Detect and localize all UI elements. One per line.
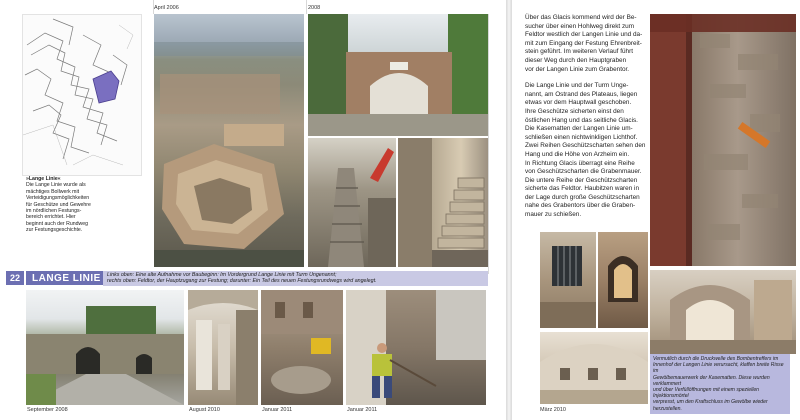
body-line: nannt, am Ostrand des Plateaus, liegen (525, 90, 638, 98)
body-line: Die Lange Linie und der Turm Unge- (525, 82, 629, 90)
gate-photo (308, 14, 488, 136)
body-paragraph (525, 14, 651, 74)
body-line: stein geführt. Im weiteren Verlauf führt (525, 48, 633, 56)
vaulted-room-photo (540, 332, 648, 404)
vaulted-room-drawing (540, 332, 648, 404)
chapter-title: LANGE LINIE (26, 271, 107, 285)
arched-window-drawing (598, 232, 648, 328)
barred-window-drawing (540, 232, 596, 328)
body-line: von Geschützscharten die Grabenmauer. (525, 168, 642, 176)
body-paragraph (525, 82, 651, 220)
fortress-plan-map (22, 14, 142, 176)
wall-arches-photo (26, 290, 184, 405)
body-line: nahe des Grabentors über die Graben- (525, 202, 636, 210)
aerial-photo (154, 14, 304, 267)
chapter-heading (6, 271, 107, 285)
arched-window-photo (598, 232, 648, 328)
date-label: Januar 2011 (262, 407, 293, 413)
date-label: März 2010 (540, 407, 566, 413)
construction-steps-drawing (308, 138, 396, 267)
construction-steps-photo (308, 138, 396, 267)
gate-drawing (308, 14, 488, 136)
sidenote-line: Die Lange Linie wurde als (26, 182, 86, 189)
sidenote-line: Verteidigungsmöglichkeiten (26, 195, 90, 202)
casemate-interior-photo (188, 290, 258, 405)
sidenote-line: im nördlichen Festungs- (26, 208, 82, 215)
sidenote-line: zur Festungsgeschichte. (26, 227, 83, 234)
worker-drawing (346, 290, 486, 405)
tunnel-drawing (650, 270, 796, 354)
photo-caption-bar (103, 271, 488, 286)
body-line: Die untere Reihe der Geschützscharten (525, 176, 638, 184)
body-line: mauer zu schießen. (525, 211, 582, 219)
body-line: sicherte das Feldtor. Haubitzen waren in (525, 185, 640, 193)
lange-linie-highlight (93, 71, 119, 103)
right-page (512, 0, 800, 420)
sidenote-heading: »Lange Linie« (26, 176, 61, 182)
body-line: Zwei Reihen Geschützscharten sehen den (525, 142, 646, 150)
fortress-plan-drawing (23, 15, 141, 175)
sidenote-line: beginnt auch der Rundweg (26, 220, 89, 227)
body-line: Hang und die Höhe von Arzheim ein. (525, 150, 630, 158)
worker-photo (346, 290, 486, 405)
caption-line: Innenhof der Langen Linie verursacht, klaffen breite Risse im (653, 362, 784, 375)
guide-line (306, 0, 307, 14)
caption-line: verpresst, um den Kraftschluss im Gewölbe wieder herzustellen. (653, 399, 768, 412)
sidenote (26, 176, 94, 234)
body-line: mit zum Eingang der Festung Ehrenbreit- (525, 39, 642, 47)
excavation-photo (261, 290, 343, 405)
body-line: sucher über einen Hohlweg direkt zum (525, 22, 635, 30)
stone-wall-sign-drawing (650, 14, 796, 266)
body-line: Feldtor westlich der Langen Linie und da- (525, 31, 643, 39)
caption-line: Gewölbemauerwerk der Kasematten. Diese wurden verklammert (653, 374, 770, 387)
wall-arches-drawing (26, 290, 184, 405)
aerial-fortress-drawing (154, 14, 304, 267)
barred-window-photo (540, 232, 596, 328)
stone-stairs-photo (398, 138, 488, 267)
sidenote-line: für Geschütze und Gewehre (26, 201, 91, 208)
right-photo-caption (650, 354, 790, 414)
body-line: etwas vor dem Hauptwall geschoben. (525, 99, 632, 107)
date-label: 2008 (308, 5, 321, 11)
body-line: Die Kasematten der Langen Linie um- (525, 125, 633, 133)
caption-line: Links oben: Eine alte Aufnahme vor Baubeginn: Im Vordergrund Lange Linie mit Turm Ungenannt; (107, 272, 337, 278)
date-label: April 2006 (154, 5, 179, 11)
sidenote-line: mächtiges Bollwerk mit (26, 188, 80, 195)
caption-line: und über Verfüllöffnungen mit einem speziellen Injektionsmörtel (653, 387, 759, 400)
casemate-interior-drawing (188, 290, 258, 405)
stone-stairs-drawing (398, 138, 488, 267)
caption-line: rechts oben: Feldtor, der Hauptzugang zur Festung; darunter: Ein Teil des neuen Festungsrundwegs wird angelegt. (107, 278, 377, 285)
date-label: August 2010 (189, 407, 220, 413)
stone-wall-sign-photo (650, 14, 796, 266)
guide-line (488, 14, 489, 274)
body-line: Ihre Geschütze sicherten einst den (525, 107, 624, 115)
date-label: September 2008 (27, 407, 68, 413)
sidenote-line: bereich errichtet. Hier (26, 214, 76, 221)
tunnel-photo (650, 270, 796, 354)
excavation-drawing (261, 290, 343, 405)
body-text (525, 14, 651, 228)
page-number: 22 (6, 271, 24, 285)
body-line: schließen einen nichtwinkligen Lichthof. (525, 133, 638, 141)
body-line: östlichen Hang und das seitliche Glacis. (525, 116, 638, 124)
date-label: Januar 2011 (347, 407, 378, 413)
body-line: der Lage durch große Geschützscharten (525, 193, 640, 201)
caption-line: Vermutlich durch die Druckwelle des Bombentreffers im (653, 356, 779, 362)
body-line: dieser Weg durch den Hauptgraben (525, 56, 627, 64)
body-line: Über das Glacis kommend wird der Be- (525, 14, 637, 21)
body-line: In Richtung Glacis überragt eine Reihe (525, 159, 635, 167)
body-line: vor der Langen Linie zum Grabentor. (525, 65, 630, 73)
